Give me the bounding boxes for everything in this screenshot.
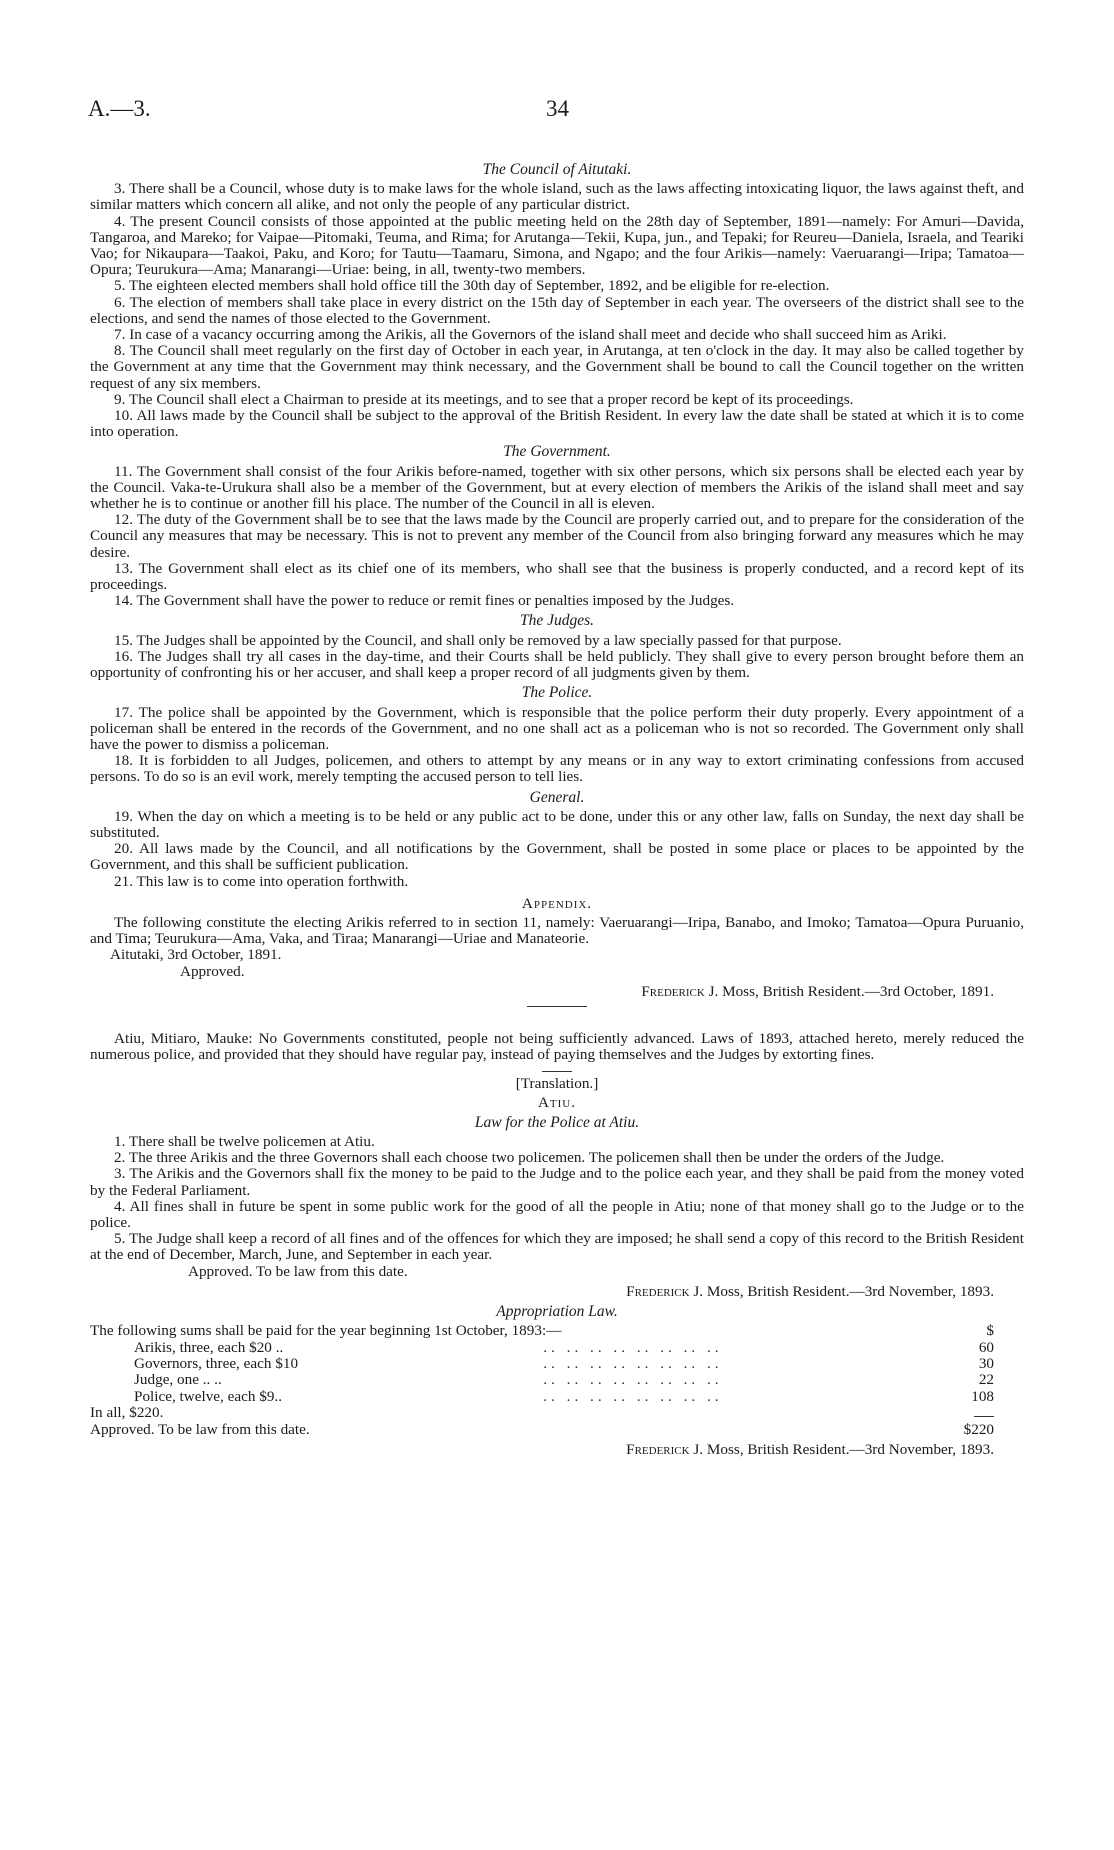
section-heading-appendix: Appendix. [521,894,593,912]
approved-label: Approved. To be law from this date. [90,1420,310,1438]
row-amount: 30 [978,1355,994,1373]
document-body [90,158,1024,1458]
section-heading-council: The Council of Aitutaki. [482,161,632,178]
paragraph: 7. In case of a vacancy occurring among the Arikis, all the Governors of the island shall meet and decide who shall succeed him as Ariki. [114,326,947,344]
section-heading-police: The Police. [521,684,593,702]
page-number: 34 [546,96,569,121]
paragraph: 11. The Government shall consist of the four Arikis before-named, together with six other persons, which six persons shall be elected each year by the Council. Vaka-te-Urukura shall also be a member of the Government, but at every election of members the Arikis of the island shall meet and say whether he is to continue or another fill his place. The number of the Council in all is eleven. [90,462,1024,513]
paragraph: 19. When the day on which a meeting is to be held or any public act to be done, under this or any other law, falls on Sunday, the next day shall be substituted. [90,807,1024,841]
paragraph: 18. It is forbidden to all Judges, policemen, and others to attempt by any means or in any way to extort criminating confessions from accused persons. To do so is an evil work, merely tempting the accused person to tell lies. [90,752,1024,786]
table-row [90,1356,1024,1372]
section-heading-police-law: Law for the Police at Atiu. [474,1113,640,1131]
signature-name: Frederick [626,1441,690,1459]
paragraph: 5. The Judge shall keep a record of all fines and of the offences for which they are imposed; he shall send a copy of this record to the British Resident at the end of December, March, June, and September in each year. [90,1230,1024,1264]
table-row [90,1372,1024,1388]
table-row [90,1340,1024,1356]
document-reference: A.—3. [88,96,151,121]
paragraph: 15. The Judges shall be appointed by the Council, and shall only be removed by a law specially passed for that purpose. [114,631,842,649]
paragraph: 4. All fines shall in future be spent in some public work for the good of all the people in Atiu; none of that money shall go to the Judge or to the police. [90,1197,1024,1231]
paragraph: 6. The election of members shall take place in every district on the 15th day of September in each year. The overseers of the district shall see to the elections, and send the names of those elected to the Government. [90,293,1024,327]
paragraph: 14. The Government shall have the power to reduce or remit fines or penalties imposed by the Judges. [114,592,735,610]
row-label: Governors, three, each $10 [134,1355,299,1373]
paragraph: 3. There shall be a Council, whose duty is to make laws for the whole island, such as the laws affecting intoxicating liquor, the laws against theft, and similar matters which concern all alike, and not only the people of any particular district. [90,180,1024,214]
row-leader: .. .. .. .. .. .. .. .. [543,1372,723,1389]
paragraph: 8. The Council shall meet regularly on the first day of October in each year, in Arutanga, at ten o'clock in the day. It may also be called together by the Government at any time that the Government may think necessary, and the Government shall be bound to call the Council together on the written request of any six members. [90,342,1024,392]
signature-rest: J. Moss, British Resident.—3rd November, 1893. [689,1282,994,1300]
paragraph: 13. The Government shall elect as its chief one of its members, who shall see that the business is properly conducted, and a record kept of its proceedings. [90,559,1024,594]
paragraph: 12. The duty of the Government shall be to see that the laws made by the Council are properly carried out, and to prepare for the consideration of the Council any measures that may be necessary. This is not to prevent any member of the Council from also bringing forward any measures which he may desire. [90,511,1024,561]
paragraph: 20. All laws made by the Council, and all notifications by the Government, shall be posted in some place or places to be appointed by the Government, and this shall be sufficient publication. [90,840,1024,874]
approved-label: Approved. To be law from this date. [188,1262,408,1280]
signature-line [90,984,1024,1000]
signature-rest: J. Moss, British Resident.—3rd November, 1893. [689,1441,994,1459]
in-all-label: In all, $220. [90,1404,164,1422]
section-heading-judges: The Judges. [519,612,595,630]
total-rule [934,1405,1024,1421]
table-intro: The following sums shall be paid for the year beginning 1st October, 1893:— [90,1322,562,1340]
paragraph: 1. There shall be twelve policemen at Atiu. [114,1132,375,1150]
paragraph: 5. The eighteen elected members shall hold office till the 30th day of September, 1892, and be eligible for re-election. [114,277,830,295]
currency-header: $ [986,1322,994,1340]
row-amount: 60 [978,1338,994,1356]
paragraph: 17. The police shall be appointed by the Government, which is responsible that the police perform their duty properly. Every appointment of a policeman shall be entered in the records of the Government, and no one shall act as a policeman who is not so recorded. The Government only shall have the power to dismiss a policeman. [90,703,1024,753]
table-row [90,1405,1024,1421]
appendix-text: The following constitute the electing Arikis referred to in section 11, namely: Vaeruarangi—Iripa, Banabo, and Imoko; Tamatoa—Opura Puruanio, and Tima; Teurukura—Ama, Vaka, and Tiraa; Manarangi—Uriae and Manateorie. [90,913,1024,948]
row-amount: 22 [978,1371,994,1389]
signature-name: Frederick [641,982,705,1000]
table-row [90,1323,1024,1339]
row-leader: .. .. .. .. .. .. .. .. [543,1356,723,1373]
signature-rest: J. Moss, British Resident.—3rd October, 1891. [704,982,994,1000]
paragraph: 10. All laws made by the Council shall be subject to the approval of the British Resident. In every law the date shall be stated at which it is to come into operation. [90,407,1024,441]
table-row [90,1422,1024,1438]
total-amount: $220 [963,1420,994,1438]
place-date: Aitutaki, 3rd October, 1891. [110,946,282,964]
translation-label: [Translation.] [515,1075,599,1093]
table-row [90,1389,1024,1405]
divider [542,1071,572,1072]
paragraph: 3. The Arikis and the Governors shall fix the money to be paid to the Judge and to the police each year, and they shall be paid from the money voted by the Federal Parliament. [90,1165,1024,1199]
signature-line [90,1442,1024,1458]
atiu-note: Atiu, Mitiaro, Mauke: No Governments constituted, people not being sufficiently advanced. Laws of 1893, attached hereto, merely reduced the numerous police, and provided that they should have regular pay, instead of paying themselves and the Judges by extorting fines. [90,1029,1024,1064]
section-heading-general: General. [529,788,585,806]
section-heading-appropriation: Appropriation Law. [496,1303,618,1320]
paragraph: 9. The Council shall elect a Chairman to preside at its meetings, and to see that a proper record be kept of its proceedings. [114,390,854,408]
row-label: Judge, one .. .. [134,1371,222,1389]
paragraph: 4. The present Council consists of those appointed at the public meeting held on the 28th day of September, 1891—namely: For Amuri—Davida, Tangaroa, and Mareko; for Vaipae—Pitomaki, Teuma, and Rima; for Arutanga—Tekii, Kupa, jun., and Tepaki; for Reureu—Daniela, Israela, and Teariki Vao; for Nikaupara—Taakoi, Paku, and Koro; for Tautu—Taamaru, Simona, and Ngapo; and the four Arikis—namely: Vaeruarangi—Iripa; Tamatoa—Opura; Teurukura—Ama; Manarangi—Uriae: being, in all, twenty-two members. [90,212,1024,279]
row-amount: 108 [971,1387,994,1405]
signature-line [90,1284,1024,1300]
section-heading-atiu: Atiu. [537,1093,577,1111]
paragraph: 16. The Judges shall try all cases in the day-time, and their Courts shall be held publicly. They shall give to every person brought before them an opportunity of confronting his or her accuser, and shall keep a proper record of all judgments given by them. [90,647,1024,682]
paragraph: 2. The three Arikis and the three Governors shall each choose two policemen. The policemen shall then be under the orders of the Judge. [114,1149,945,1167]
row-leader: .. .. .. .. .. .. .. .. [543,1339,723,1356]
section-heading-government: The Government. [503,443,611,461]
appropriation-table [90,1323,1024,1438]
signature-name: Frederick [626,1282,690,1300]
row-label: Police, twelve, each $9.. [134,1387,283,1405]
paragraph: 21. This law is to come into operation forthwith. [114,872,409,890]
row-label: Arikis, three, each $20 .. [134,1338,284,1356]
row-leader: .. .. .. .. .. .. .. .. [543,1388,723,1405]
approved-label: Approved. [180,962,245,980]
